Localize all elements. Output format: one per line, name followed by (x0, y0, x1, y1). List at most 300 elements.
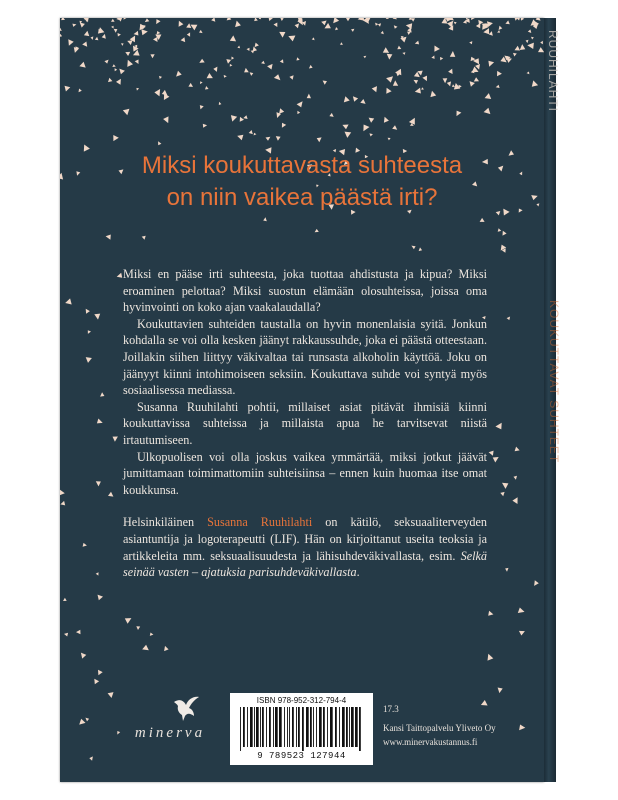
confetti-triangle (251, 50, 254, 53)
confetti-triangle (231, 57, 234, 60)
confetti-triangle (344, 96, 350, 102)
confetti-triangle (235, 21, 241, 28)
barcode-bar (266, 707, 267, 747)
confetti-triangle (279, 32, 285, 38)
barcode-bar (302, 707, 304, 751)
confetti-triangle (188, 83, 193, 87)
confetti-triangle (488, 611, 493, 616)
confetti-triangle (387, 54, 393, 60)
confetti-triangle (142, 645, 149, 651)
credits (383, 721, 496, 749)
confetti-triangle (141, 29, 147, 35)
confetti-triangle (60, 490, 65, 496)
confetti-triangle (457, 111, 462, 117)
confetti-triangle (136, 88, 139, 91)
confetti-triangle (386, 88, 391, 94)
confetti-triangle (335, 27, 338, 30)
blurb-paragraph-4: Ulkopuolisen voi olla joskus vaikea ymmärtää, miksi jotkut jäävät jumittamaan toimimattomiin suhteisiinsa – ennen kuin huomaa itse omat koukkunsa. (123, 449, 487, 497)
confetti-triangle (268, 18, 273, 21)
confetti-triangle (489, 31, 493, 36)
confetti-triangle (505, 20, 509, 24)
barcode-bar (359, 707, 361, 751)
confetti-triangle (117, 273, 123, 278)
confetti-triangle (163, 116, 168, 123)
barcode-bar (316, 707, 317, 747)
confetti-triangle (227, 18, 232, 20)
confetti-triangle (430, 91, 436, 97)
confetti-triangle (419, 247, 423, 251)
confetti-triangle (295, 23, 300, 28)
confetti-triangle (514, 476, 518, 480)
confetti-triangle (112, 64, 115, 67)
confetti-triangle (61, 18, 65, 20)
confetti-triangle (199, 30, 203, 33)
confetti-triangle (520, 44, 526, 50)
confetti-triangle (411, 18, 415, 22)
confetti-triangle (360, 99, 365, 104)
confetti-triangle (84, 31, 89, 36)
confetti-triangle (469, 41, 472, 44)
confetti-triangle (431, 55, 434, 59)
confetti-triangle (230, 64, 233, 67)
confetti-triangle (506, 58, 512, 63)
confetti-triangle (280, 59, 284, 63)
barcode-bar (254, 707, 255, 747)
confetti-triangle (534, 580, 539, 586)
confetti-triangle (86, 357, 92, 363)
barcode-bar (284, 707, 285, 747)
confetti-triangle (81, 653, 86, 659)
confetti-triangle (323, 81, 327, 85)
confetti-triangle (519, 631, 525, 636)
confetti-triangle (254, 133, 257, 136)
confetti-triangle (113, 135, 119, 141)
confetti-triangle (496, 85, 500, 88)
confetti-triangle (485, 93, 492, 99)
barcode-bar (279, 707, 282, 747)
confetti-triangle (289, 75, 293, 80)
confetti-triangle (200, 81, 203, 84)
confetti-triangle (515, 447, 520, 452)
confetti-triangle (94, 679, 99, 685)
confetti-triangle (495, 423, 501, 430)
confetti-triangle (422, 76, 427, 82)
barcode-bar (256, 707, 259, 747)
confetti-triangle (393, 18, 397, 19)
confetti-triangle (450, 51, 456, 57)
barcode-bar (351, 707, 354, 747)
confetti-triangle (181, 37, 186, 42)
barcode-bar (240, 707, 241, 751)
confetti-triangle (98, 595, 104, 601)
barcode-bar (298, 707, 300, 747)
barcode-bar (247, 707, 248, 747)
barcode-bar (319, 707, 322, 747)
confetti-triangle (309, 65, 313, 69)
confetti-triangle (164, 646, 169, 651)
confetti-triangle (288, 36, 295, 42)
confetti-triangle (519, 725, 525, 731)
bio-book-title: Selkä seinää vasten – ajatuksia parisuhdeväkivallasta (123, 548, 487, 580)
confetti-triangle (114, 29, 118, 33)
confetti-triangle (145, 18, 150, 22)
headline (62, 150, 542, 214)
isbn-text: ISBN 978-952-312-794-4 (256, 696, 347, 705)
confetti-triangle (452, 84, 455, 87)
confetti-triangle (199, 59, 204, 63)
confetti-triangle (321, 21, 326, 26)
confetti-triangle (538, 47, 544, 52)
confetti-triangle (282, 123, 286, 128)
confetti-triangle (261, 61, 265, 64)
blurb-paragraph-1: Miksi en pääse irti suhteesta, joka tuottaa ahdistusta ja kipua? Miksi eroaminen pelottaa? Miksi suostun elämään olosuhteissa, joissa oma hyvinvointi on koko ajan vaakalaudalla? (123, 267, 487, 315)
confetti-triangle (381, 31, 384, 34)
confetti-triangle (526, 40, 529, 43)
confetti-triangle (154, 89, 160, 96)
bio-end: . (356, 565, 360, 580)
confetti-triangle (340, 42, 343, 45)
confetti-triangle (488, 654, 494, 661)
author-bio (123, 514, 487, 580)
spine-author: RUUHILAHTI (546, 30, 560, 113)
barcode-bar (339, 707, 340, 747)
confetti-triangle (108, 492, 113, 497)
confetti-triangle (156, 19, 160, 24)
confetti-triangle (127, 60, 133, 67)
confetti-triangle (136, 626, 140, 630)
confetti-triangle (207, 73, 213, 78)
blurb-paragraph-3: Susanna Ruuhilahti pohtii, millaiset asiat pitävät ihmisiä kiinni koukuttavissa suhteissa ja millaista apua he tarvitsevat niistä irtautumiseen. (123, 399, 487, 447)
confetti-triangle (384, 117, 389, 123)
confetti-triangle (372, 86, 377, 92)
confetti-triangle (480, 218, 485, 222)
confetti-triangle (83, 543, 87, 547)
confetti-triangle (400, 37, 406, 43)
bio-text: on kätilö, seksuaaliterveyden asiantuntija ja logoterapeutti (LIF). Hän on kirjoittanut useita teoksia ja artikkeleita mm. seksuaalisuudesta ja lähisuhdeväkivallasta, esim. (123, 515, 487, 563)
confetti-triangle (474, 77, 479, 81)
confetti-triangle (247, 48, 250, 51)
confetti-triangle (497, 30, 500, 32)
confetti-triangle (375, 23, 378, 26)
confetti-triangle (85, 718, 89, 722)
confetti-triangle (497, 71, 502, 76)
confetti-triangle (297, 101, 303, 107)
barcode-bar (313, 707, 314, 747)
confetti-triangle (498, 688, 503, 694)
confetti-triangle (244, 68, 249, 73)
confetti-triangle (378, 23, 381, 27)
confetti-triangle (434, 46, 440, 52)
confetti-triangle (280, 18, 284, 21)
confetti-triangle (254, 18, 258, 21)
confetti-triangle (86, 309, 90, 314)
confetti-triangle (329, 113, 333, 117)
confetti-triangle (386, 18, 389, 19)
barcode-bar (243, 707, 245, 747)
confetti-triangle (415, 88, 421, 94)
confetti-triangle (125, 52, 130, 56)
barcode-bars (240, 707, 363, 751)
confetti-triangle (95, 37, 99, 41)
barcode (230, 693, 373, 765)
confetti-triangle (266, 137, 271, 141)
confetti-triangle (230, 35, 236, 41)
bio-prefix: Helsinkiläinen (123, 515, 208, 530)
barcode-bar (262, 707, 264, 747)
confetti-triangle (97, 419, 103, 424)
confetti-triangle (502, 483, 508, 489)
confetti-triangle (96, 481, 101, 486)
confetti-triangle (414, 80, 419, 84)
barcode-bar (275, 707, 278, 747)
confetti-triangle (150, 54, 154, 58)
confetti-triangle (121, 43, 124, 46)
barcode-bar (323, 707, 325, 747)
confetti-triangle (274, 74, 281, 80)
confetti-triangle (157, 31, 161, 35)
confetti-triangle (483, 28, 489, 34)
barcode-bar (250, 707, 253, 747)
confetti-triangle (406, 23, 412, 29)
confetti-triangle (153, 37, 158, 42)
confetti-triangle (259, 18, 261, 19)
confetti-triangle (72, 24, 76, 27)
confetti-triangle (536, 18, 541, 21)
confetti-triangle (505, 568, 508, 572)
confetti-triangle (89, 756, 93, 760)
confetti-triangle (518, 608, 525, 614)
barcode-bar (342, 707, 345, 747)
confetti-triangle (243, 115, 247, 119)
confetti-triangle (528, 29, 532, 33)
headline-line-1: Miksi koukuttavasta suhteesta (141, 152, 463, 179)
confetti-triangle (111, 26, 114, 29)
confetti-triangle (96, 572, 99, 575)
barcode-bar (349, 707, 350, 747)
barcode-bar (310, 707, 312, 747)
confetti-triangle (237, 135, 243, 140)
confetti-triangle (106, 235, 111, 240)
confetti-triangle (454, 22, 457, 25)
barcode-bar (330, 707, 333, 747)
confetti-triangle (65, 298, 72, 304)
confetti-triangle (353, 96, 358, 101)
confetti-triangle (82, 42, 87, 47)
barcode-bar (306, 707, 309, 747)
confetti-triangle (393, 80, 398, 85)
confetti-triangle (296, 57, 299, 60)
barcode-bar (296, 707, 297, 747)
confetti-triangle (219, 102, 222, 105)
confetti-triangle (325, 23, 331, 28)
confetti-triangle (60, 501, 65, 506)
confetti-triangle (115, 68, 118, 71)
confetti-triangle (517, 18, 521, 21)
headline-line-2: on niin vaikea päästä irti? (166, 184, 438, 211)
confetti-triangle (351, 29, 354, 32)
confetti-triangle (440, 57, 443, 60)
confetti-triangle (421, 87, 424, 90)
confetti-triangle (60, 34, 62, 37)
barcode-bar (269, 707, 271, 747)
confetti-triangle (205, 86, 209, 90)
confetti-triangle (79, 719, 85, 725)
confetti-triangle (527, 72, 530, 75)
confetti-triangle (346, 18, 351, 21)
barcode-bar (260, 707, 261, 747)
barcode-bar (292, 707, 294, 747)
confetti-triangle (76, 630, 81, 635)
confetti-triangle (507, 317, 511, 321)
confetti-triangle (415, 41, 419, 45)
confetti-triangle (211, 18, 215, 22)
confetti-triangle (123, 109, 130, 115)
confetti-triangle (540, 41, 543, 45)
confetti-triangle (113, 437, 118, 442)
confetti-triangle (158, 141, 161, 145)
confetti-triangle (118, 33, 121, 37)
confetti-triangle (63, 598, 67, 601)
barcode-bar (355, 707, 358, 747)
confetti-triangle (521, 18, 525, 21)
confetti-triangle (493, 457, 499, 463)
confetti-triangle (140, 24, 146, 31)
confetti-triangle (447, 81, 451, 86)
confetti-triangle (119, 69, 125, 75)
barcode-bar (335, 707, 337, 747)
price-code: 17.3 (383, 704, 399, 714)
confetti-triangle (94, 314, 100, 320)
confetti-triangle (333, 18, 339, 23)
confetti-triangle (108, 692, 114, 698)
bird-logo-icon (170, 692, 202, 724)
confetti-triangle (88, 330, 91, 334)
confetti-triangle (226, 59, 231, 64)
confetti-triangle (200, 105, 204, 109)
confetti-triangle (498, 228, 502, 232)
confetti-triangle (176, 71, 182, 77)
confetti-triangle (102, 34, 106, 39)
barcode-bar (273, 707, 274, 747)
confetti-triangle (342, 125, 348, 130)
confetti-triangle (402, 52, 405, 55)
confetti-triangle (397, 46, 401, 50)
publisher-url: www.minervakustannus.fi (383, 737, 478, 747)
confetti-triangle (503, 231, 507, 236)
confetti-triangle (98, 670, 103, 676)
confetti-triangle (489, 451, 494, 456)
confetti-triangle (499, 26, 503, 30)
confetti-triangle (459, 85, 462, 88)
confetti-triangle (91, 36, 94, 40)
confetti-triangle (111, 19, 115, 22)
confetti-triangle (125, 618, 132, 624)
barcode-bar (346, 707, 348, 747)
confetti-triangle (127, 40, 132, 45)
confetti-triangle (263, 217, 267, 221)
confetti-triangle (213, 67, 217, 72)
confetti-triangle (187, 32, 190, 36)
confetti-triangle (224, 75, 227, 78)
barcode-number: 9 789523 127944 (257, 751, 346, 761)
confetti-triangle (363, 125, 369, 132)
confetti-triangle (411, 246, 415, 250)
confetti-triangle (267, 64, 273, 70)
bio-author-name: Susanna Ruuhilahti (207, 515, 313, 530)
confetti-triangle (191, 25, 198, 31)
confetti-triangle (443, 78, 448, 83)
confetti-triangle (312, 37, 315, 40)
confetti-triangle (363, 56, 366, 59)
confetti-triangle (471, 18, 475, 20)
confetti-triangle (240, 117, 244, 122)
confetti-triangle (142, 236, 146, 240)
confetti-triangle (307, 94, 311, 99)
confetti-triangle (315, 229, 319, 232)
confetti-triangle (134, 31, 139, 36)
confetti-triangle (276, 136, 281, 141)
cover-credit: Kansi Taittopalvelu Yliveto Oy (383, 723, 496, 733)
blurb (123, 266, 487, 581)
confetti-triangle (150, 633, 154, 636)
confetti-triangle (527, 43, 534, 49)
confetti-triangle (515, 46, 521, 51)
barcode-bar (287, 707, 288, 747)
confetti-triangle (345, 132, 352, 138)
confetti-triangle (60, 28, 62, 31)
confetti-triangle (179, 21, 184, 27)
confetti-triangle (448, 69, 453, 74)
confetti-triangle (250, 72, 254, 76)
barcode-bar (289, 707, 290, 747)
confetti-triangle (369, 118, 375, 123)
confetti-triangle (249, 130, 253, 134)
confetti-triangle (159, 76, 162, 79)
confetti-triangle (317, 137, 322, 142)
confetti-triangle (64, 633, 68, 637)
confetti-triangle (470, 81, 475, 87)
spine-title: KOUKUTTAVAT SUHTEET (547, 300, 561, 464)
confetti-triangle (279, 108, 284, 114)
confetti-triangle (488, 61, 494, 67)
confetti-triangle (513, 53, 517, 57)
barcode-bar (327, 707, 328, 747)
confetti-triangle (135, 60, 139, 65)
confetti-triangle (484, 108, 491, 114)
confetti-triangle (231, 115, 237, 122)
confetti-triangle (512, 497, 517, 504)
confetti-triangle (65, 86, 71, 92)
confetti-triangle (392, 125, 397, 130)
confetti-triangle (407, 32, 411, 35)
confetti-triangle (79, 62, 85, 68)
confetti-triangle (116, 18, 121, 21)
confetti-triangle (68, 39, 73, 46)
confetti-triangle (255, 43, 259, 48)
confetti-triangle (500, 492, 504, 496)
confetti-triangle (388, 138, 391, 141)
confetti-triangle (124, 18, 127, 20)
publisher-logo: minerva (134, 725, 206, 741)
confetti-triangle (80, 23, 85, 28)
blurb-paragraph-2: Koukuttavien suhteiden taustalla on hyvin monenlaisia syitä. Jonkun kohdalla se voi olla kesken jäänyt rakkaussuhde, joka ei päästä otteestaan. Joillakin siihen liittyy väkivaltaa tai runsasta alkoholin käyttöä. Joku on jäänyyt kiinni intohimoiseen seksiin. Koukuttava suhde voi syntyä myös sosiaalisessa mediassa. (123, 316, 487, 398)
confetti-triangle (531, 37, 534, 40)
confetti-triangle (108, 78, 112, 82)
confetti-triangle (186, 23, 191, 28)
confetti-triangle (481, 700, 488, 706)
confetti-triangle (100, 392, 104, 396)
confetti-triangle (203, 124, 207, 128)
